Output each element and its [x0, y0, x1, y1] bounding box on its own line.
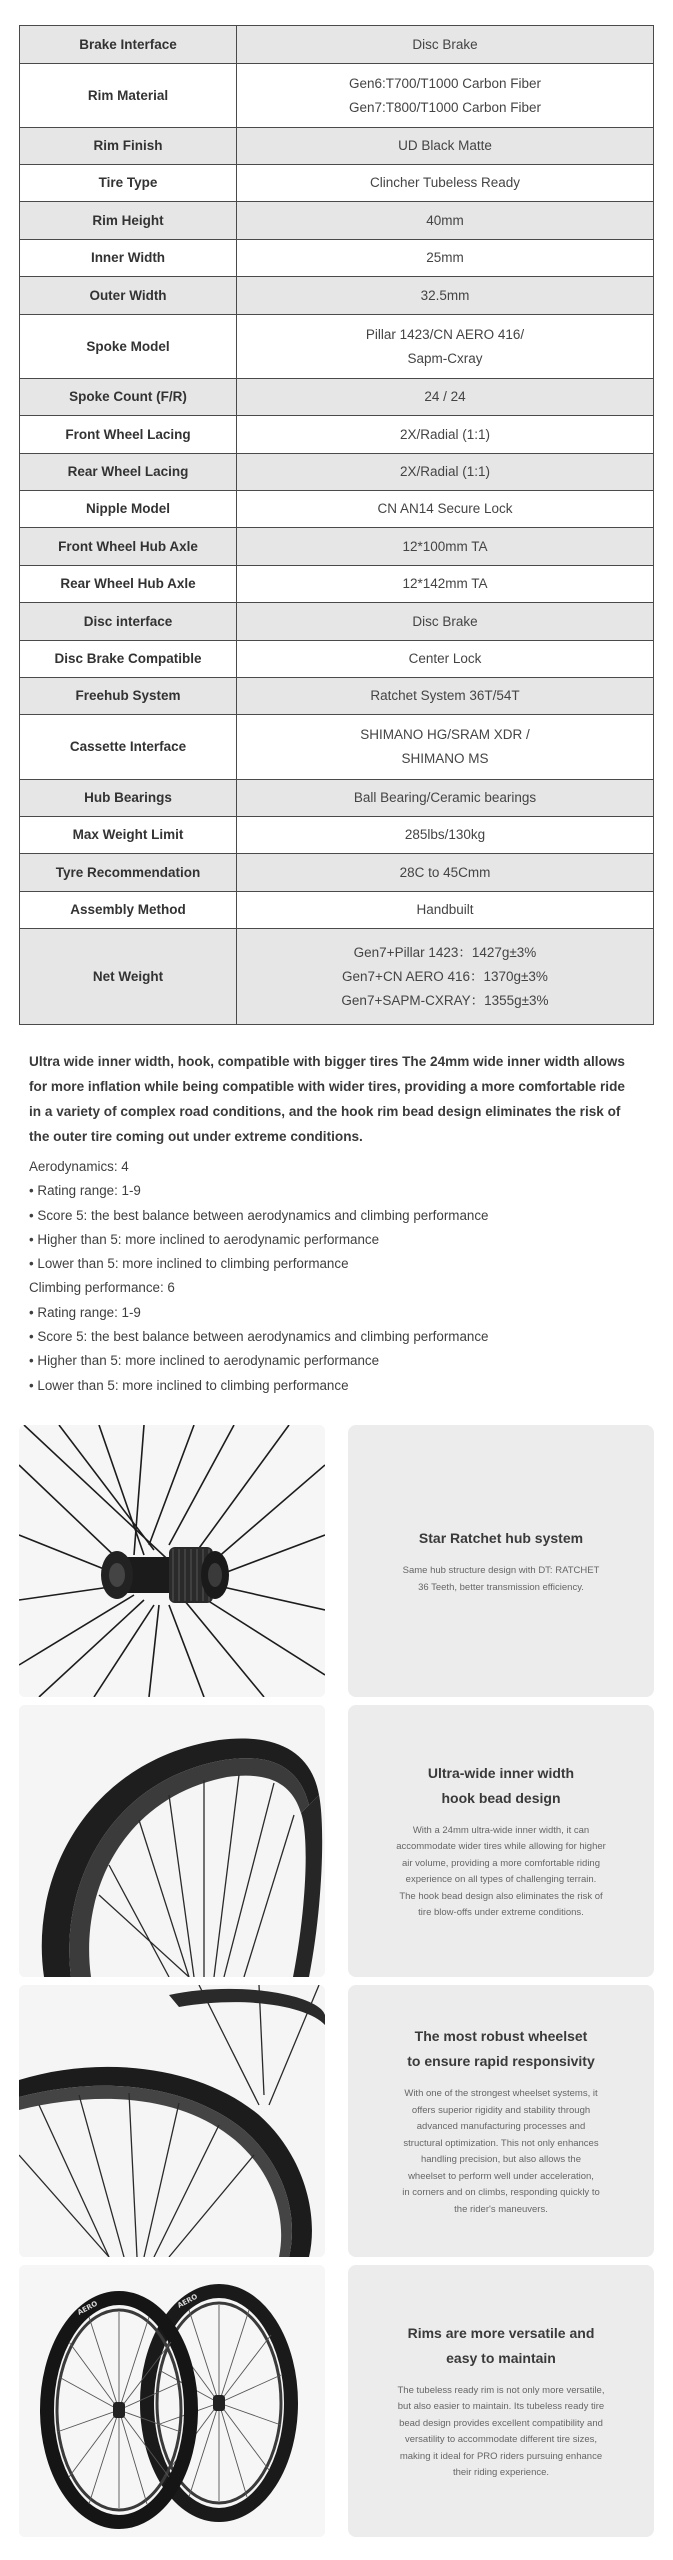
feature-hub: [19, 1425, 654, 1697]
spec-label: Brake Interface: [20, 26, 237, 64]
spec-label: Spoke Count (F/R): [20, 379, 237, 416]
spec-row-rim-finish: [20, 128, 654, 165]
spec-label: Rear Wheel Lacing: [20, 454, 237, 491]
spec-row-max-weight-limit: [20, 817, 654, 854]
spec-label: Front Wheel Hub Axle: [20, 528, 237, 566]
spec-row-rear-hub-axle: [20, 566, 654, 603]
spec-row-hub-bearings: [20, 780, 654, 817]
spec-row-freehub-system: [20, 678, 654, 715]
spec-value: UD Black Matte: [237, 128, 654, 165]
feature-description: With one of the strongest wheelset systems, it offers superior rigidity and stability through advanced manufacturing processes and structural optimization. This not only enhances handling precision, but also allows the wheelset to perform well under acceleration, in corners and on climbs, responding quickly to the rider's maneuvers.: [402, 2088, 600, 2215]
spec-value: 24 / 24: [237, 379, 654, 416]
spec-row-front-hub-axle: [20, 528, 654, 566]
spec-value: 32.5mm: [237, 277, 654, 315]
rim-decal-text: AERO: [76, 2299, 99, 2317]
spec-row-inner-width: [20, 240, 654, 277]
wheelset-photo: [19, 2265, 325, 2537]
spec-table: [19, 25, 654, 1025]
feature-card-rim-hook: [348, 1705, 654, 1977]
feature-title: Star Ratchet hub system: [418, 1530, 584, 1546]
rating-bullet: • Lower than 5: more inclined to climbing performance: [29, 1256, 349, 1272]
spec-row-cassette-interface: [20, 715, 654, 780]
spec-label: Nipple Model: [20, 491, 237, 528]
spec-row-disc-interface: [20, 603, 654, 641]
feature-title: Rims are more versatile and easy to maintain: [407, 2324, 595, 2366]
spec-label: Cassette Interface: [20, 715, 237, 780]
rim-profile-photo: [19, 1985, 325, 2257]
rating-bullet: • Higher than 5: more inclined to aerodynamic performance: [29, 1231, 380, 1247]
spec-value: 2X/Radial (1:1): [237, 454, 654, 491]
spec-value: Pillar 1423/CN AERO 416/ Sapm-Cxray: [237, 315, 654, 379]
rating-bullet: • Rating range: 1-9: [29, 1183, 141, 1199]
spec-value: 25mm: [237, 240, 654, 277]
spec-row-brake-interface: [20, 26, 654, 64]
rim-decal-text: AERO: [176, 2292, 199, 2310]
feature-robust-wheelset: [19, 1985, 654, 2257]
spec-row-tyre-recommendation: [20, 854, 654, 892]
rim-hook-photo: [19, 1705, 325, 1977]
spec-value: 12*100mm TA: [237, 528, 654, 566]
spec-value: 12*142mm TA: [237, 566, 654, 603]
spec-row-tire-type: [20, 165, 654, 202]
spec-row-rim-height: [20, 202, 654, 240]
hub-photo: [19, 1425, 325, 1697]
spec-label: Tyre Recommendation: [20, 854, 237, 892]
rating-heading-climbing: Climbing performance: 6: [29, 1280, 175, 1296]
spec-value: Clincher Tubeless Ready: [237, 165, 654, 202]
spec-value: Gen6:T700/T1000 Carbon Fiber Gen7:T800/T1000 Carbon Fiber: [237, 64, 654, 128]
spec-row-outer-width: [20, 277, 654, 315]
spec-value: SHIMANO HG/SRAM XDR / SHIMANO MS: [237, 715, 654, 780]
spec-row-spoke-count: [20, 379, 654, 416]
feature-versatile-rims: [19, 2265, 654, 2537]
spec-label: Outer Width: [20, 277, 237, 315]
spec-row-disc-brake-compatible: [20, 641, 654, 678]
spec-label: Hub Bearings: [20, 780, 237, 817]
spec-label: Assembly Method: [20, 892, 237, 929]
rating-bullet: • Lower than 5: more inclined to climbing performance: [29, 1377, 349, 1393]
spec-value: 2X/Radial (1:1): [237, 416, 654, 454]
spec-label: Disc interface: [20, 603, 237, 641]
spec-value: Ratchet System 36T/54T: [237, 678, 654, 715]
feature-description: With a 24mm ultra-wide inner width, it can accommodate wider tires while allowing for higher air volume, providing a more comfortable riding experience on all types of challenging terrain. The hook bead design also eliminates the risk of tire blow-offs under extreme conditions.: [396, 1824, 606, 1918]
spec-label: Freehub System: [20, 678, 237, 715]
spec-label: Rear Wheel Hub Axle: [20, 566, 237, 603]
spec-label: Rim Material: [20, 64, 237, 128]
spec-label: Inner Width: [20, 240, 237, 277]
rating-bullet: • Score 5: the best balance between aerodynamics and climbing performance: [29, 1207, 489, 1223]
spec-row-rear-wheel-lacing: [20, 454, 654, 491]
rating-bullet: • Rating range: 1-9: [29, 1304, 141, 1320]
spec-value: CN AN14 Secure Lock: [237, 491, 654, 528]
spec-row-spoke-model: [20, 315, 654, 379]
feature-rim-hook: [19, 1705, 654, 1977]
spec-label: Disc Brake Compatible: [20, 641, 237, 678]
feature-title: Ultra-wide inner width hook bead design: [427, 1764, 575, 1806]
feature-card-versatile-rims: [348, 2265, 654, 2537]
spec-value: Disc Brake: [237, 26, 654, 64]
spec-label: Net Weight: [20, 929, 237, 1025]
spec-label: Rim Finish: [20, 128, 237, 165]
spec-row-rim-material: [20, 64, 654, 128]
spec-value: Center Lock: [237, 641, 654, 678]
spec-label: Spoke Model: [20, 315, 237, 379]
spec-row-nipple-model: [20, 491, 654, 528]
spec-value: 28C to 45Cmm: [237, 854, 654, 892]
spec-value: Ball Bearing/Ceramic bearings: [237, 780, 654, 817]
spec-value: Disc Brake: [237, 603, 654, 641]
feature-description: Same hub structure design with DT: RATCHET 36 Teeth, better transmission efficiency.: [402, 1565, 600, 1593]
spec-value: Gen7+Pillar 1423：1427g±3% Gen7+CN AERO 416：1370g±3% Gen7+SAPM-CXRAY：1355g±3%: [237, 929, 654, 1025]
feature-description: The tubeless ready rim is not only more versatile, but also easier to maintain. Its tubeless ready tire bead design provides excellent compatibility and versatility to accommodate different tire sizes, making it ideal for PRO riders pursuing enhance their riding experience.: [397, 2384, 605, 2478]
rating-heading-aerodynamics: Aerodynamics: 4: [29, 1159, 129, 1174]
rating-bullet: • Score 5: the best balance between aerodynamics and climbing performance: [29, 1329, 489, 1345]
spec-label: Max Weight Limit: [20, 817, 237, 854]
spec-value: 285lbs/130kg: [237, 817, 654, 854]
intro-paragraph: Ultra wide inner width, hook, compatible with bigger tires The 24mm wide inner width allows for more inflation while being compatible with wider tires, providing a more comfortable ride in a variety of complex road conditions, and the hook rim bead design eliminates the risk of the outer tire coming out under extreme conditions.: [29, 1054, 625, 1144]
feature-card-hub: [348, 1425, 654, 1697]
rating-bullet: • Higher than 5: more inclined to aerodynamic performance: [29, 1353, 380, 1369]
spec-row-assembly-method: [20, 892, 654, 929]
spec-value: Handbuilt: [237, 892, 654, 929]
spec-label: Tire Type: [20, 165, 237, 202]
spec-row-front-wheel-lacing: [20, 416, 654, 454]
feature-title: The most robust wheelset to ensure rapid responsivity: [407, 2028, 595, 2069]
feature-card-robust-wheelset: [348, 1985, 654, 2257]
performance-ratings: [29, 1155, 654, 1398]
spec-label: Front Wheel Lacing: [20, 416, 237, 454]
spec-row-net-weight: [20, 929, 654, 1025]
spec-value: 40mm: [237, 202, 654, 240]
spec-label: Rim Height: [20, 202, 237, 240]
